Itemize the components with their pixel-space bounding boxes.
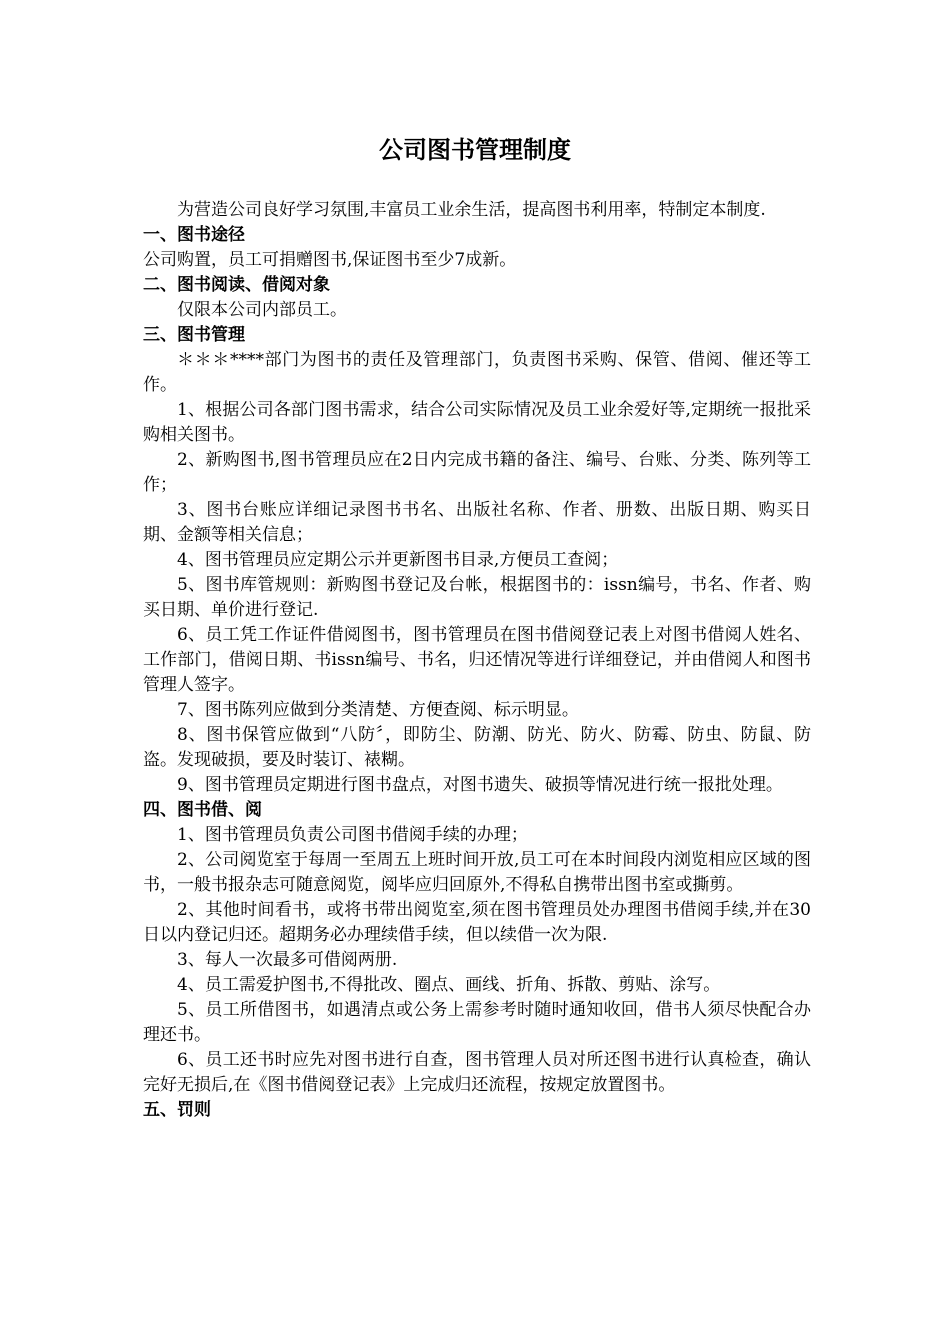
list-item: 4、员工需爱护图书,不得批改、圈点、画线、折角、拆散、剪贴、涂写。: [177, 975, 721, 995]
paragraph: 公司购置，员工可捐赠图书,保证图书至少7成新。: [143, 250, 517, 270]
document-body: [143, 198, 811, 1123]
list-item: 3、图书台账应详细记录图书书名、出版社名称、作者、册数、出版日期、购买日期、金额等相关信息；: [143, 500, 811, 545]
list-item: 2、其他时间看书，或将书带出阅览室,须在图书管理员处办理图书借阅手续,并在30日以内登记归还。超期务必办理续借手续，但以续借一次为限.: [143, 900, 811, 945]
section-heading: 五、罚则: [143, 1100, 211, 1120]
paragraph: ＊＊＊****部门为图书的责任及管理部门，负责图书采购、保管、借阅、催还等工作。: [143, 350, 811, 395]
list-item: 8、图书保管应做到“八防〞，即防尘、防潮、防光、防火、防霉、防虫、防鼠、防盗。发现破损，要及时装订、裱糊。: [143, 725, 811, 770]
list-item: 1、图书管理员负责公司图书借阅手续的办理；: [177, 825, 528, 845]
list-item: 7、图书陈列应做到分类清楚、方便查阅、标示明显。: [177, 700, 579, 720]
list-item: 1、根据公司各部门图书需求，结合公司实际情况及员工业余爱好等,定期统一报批采购相关图书。: [143, 400, 811, 445]
list-item: 2、公司阅览室于每周一至周五上班时间开放,员工可在本时间段内浏览相应区域的图书，一般书报杂志可随意阅览，阅毕应归回原外,不得私自携带出图书室或撕剪。: [143, 850, 811, 895]
document-title: 公司图书管理制度: [379, 136, 571, 164]
list-item: 6、员工凭工作证件借阅图书，图书管理员在图书借阅登记表上对图书借阅人姓名、工作部门，借阅日期、书issn编号、书名，归还情况等进行详细登记，并由借阅人和图书管理人签字。: [143, 625, 811, 695]
list-item: 2、新购图书,图书管理员应在2日内完成书籍的备注、编号、台账、分类、陈列等工作；: [143, 450, 811, 495]
list-item: 9、图书管理员定期进行图书盘点，对图书遗失、破损等情况进行统一报批处理。: [177, 775, 783, 795]
section-heading: 四、图书借、阅: [143, 800, 262, 820]
list-item: 3、每人一次最多可借阅两册.: [177, 950, 398, 970]
list-item: 6、员工还书时应先对图书进行自查，图书管理人员对所还图书进行认真检查，确认完好无损后,在《图书借阅登记表》上完成归还流程，按规定放置图书。: [143, 1050, 811, 1095]
section-heading: 二、图书阅读、借阅对象: [143, 275, 330, 295]
intro-paragraph: 为营造公司良好学习氛围,丰富员工业余生活，提高图书利用率，特制定本制度.: [177, 200, 766, 220]
list-item: 4、图书管理员应定期公示并更新图书目录,方便员工查阅；: [177, 550, 619, 570]
section-heading: 三、图书管理: [143, 325, 245, 345]
paragraph: 仅限本公司内部员工。: [177, 300, 347, 320]
list-item: 5、图书库管规则：新购图书登记及台帐，根据图书的：issn编号，书名、作者、购买日期、单价进行登记.: [143, 575, 811, 620]
section-heading: 一、图书途径: [143, 225, 245, 245]
list-item: 5、员工所借图书，如遇清点或公务上需参考时随时通知收回，借书人须尽快配合办理还书。: [143, 1000, 811, 1045]
